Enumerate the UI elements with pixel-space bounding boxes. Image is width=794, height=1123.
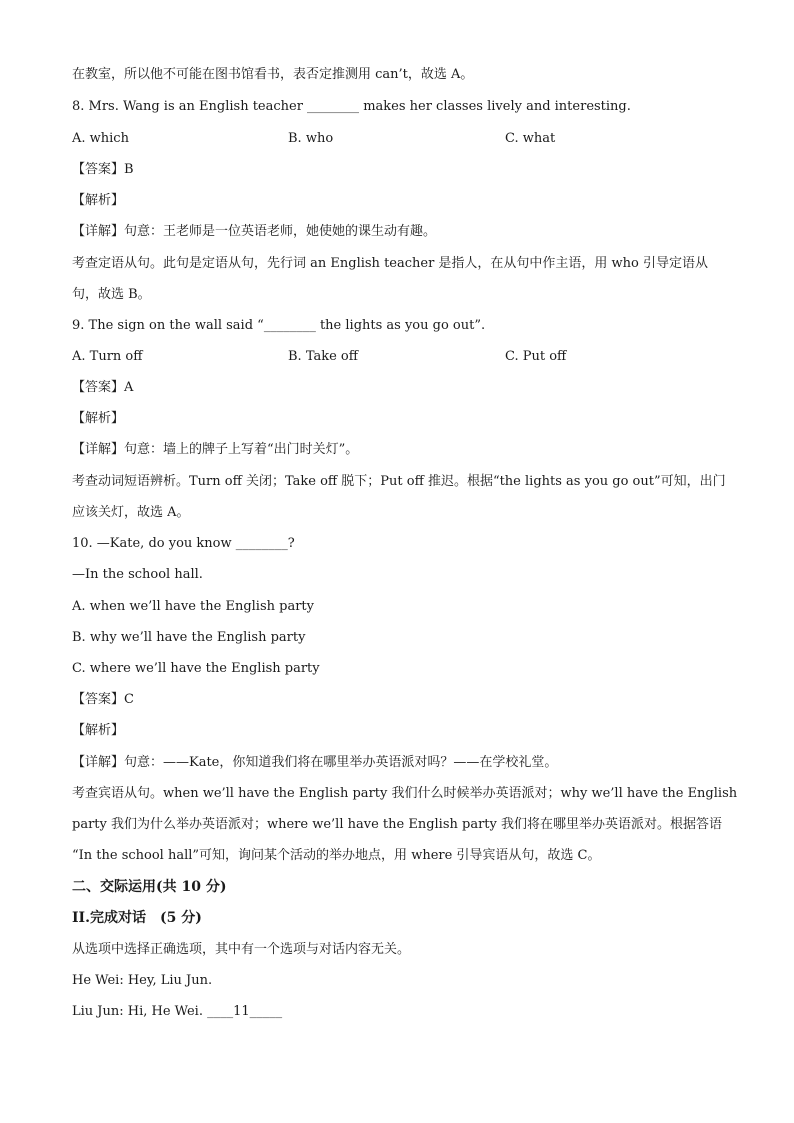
q9-option-c: C. Put off xyxy=(505,349,567,364)
section-2-heading: 二、交际运用(共 10 分) xyxy=(72,879,227,895)
q10-analysis-label: 【解析】 xyxy=(72,723,125,738)
q7-explanation-tail: 在教室，所以他不可能在图书馆看书，表否定推测用 can’t，故选 A。 xyxy=(72,67,474,82)
section-2-instruction: 从选项中选择正确选项，其中有一个选项与对话内容无关。 xyxy=(72,942,411,957)
q8-explanation-line-2: 句，故选 B。 xyxy=(72,287,151,302)
q9-option-a: A. Turn off xyxy=(72,349,143,364)
q10-answer: 【答案】C xyxy=(72,692,134,707)
q10-explanation-line-2: party 我们为什么举办英语派对；where we’ll have the English party 我们将在哪里举办英语派对。根据答语 xyxy=(72,817,723,832)
q10-detail: 【详解】句意：——Kate，你知道我们将在哪里举办英语派对吗？——在学校礼堂。 xyxy=(72,755,558,770)
q8-explanation-line-1: 考查定语从句。此句是定语从句，先行词 an English teacher 是指人，在从句中作主语，用 who 引导定语从 xyxy=(72,256,709,271)
q10-explanation-line-1: 考查宾语从句。when we’ll have the English party 我们什么时候举办英语派对；why we’ll have the English xyxy=(72,786,738,801)
q9-explanation-line-1: 考查动词短语辨析。Turn off 关闭；Take off 脱下；Put off 推迟。根据“the lights as you go out”可知，出门 xyxy=(72,474,726,489)
question-8: 8. Mrs. Wang is an English teacher ________ makes her classes lively and interesting. xyxy=(72,99,631,114)
q10-option-c: C. where we’ll have the English party xyxy=(72,661,320,676)
q8-option-b: B. who xyxy=(288,131,334,146)
q8-option-a: A. which xyxy=(72,131,129,146)
q8-answer: 【答案】B xyxy=(72,162,134,177)
q9-explanation-line-2: 应该关灯，故选 A。 xyxy=(72,505,190,520)
section-2-subheading: II.完成对话 (5 分) xyxy=(72,910,202,926)
q9-answer: 【答案】A xyxy=(72,380,134,395)
q10-reply: —In the school hall. xyxy=(72,567,203,582)
dialogue-line-2: Liu Jun: Hi, He Wei. ____11_____ xyxy=(72,1004,283,1019)
dialogue-line-1: He Wei: Hey, Liu Jun. xyxy=(72,973,213,988)
q9-detail: 【详解】句意：墙上的牌子上写着“出门时关灯”。 xyxy=(72,442,359,457)
question-9: 9. The sign on the wall said “________ the lights as you go out”. xyxy=(72,318,486,333)
q8-detail: 【详解】句意：王老师是一位英语老师，她使她的课生动有趣。 xyxy=(72,224,437,239)
q9-analysis-label: 【解析】 xyxy=(72,411,125,426)
q8-analysis-label: 【解析】 xyxy=(72,193,125,208)
q9-option-b: B. Take off xyxy=(288,349,358,364)
q10-explanation-line-3: “In the school hall”可知，询问某个活动的举办地点，用 where 引导宾语从句，故选 C。 xyxy=(72,848,601,863)
q10-option-b: B. why we’ll have the English party xyxy=(72,630,306,645)
question-10: 10. —Kate, do you know ________? xyxy=(72,536,295,551)
q10-option-a: A. when we’ll have the English party xyxy=(72,599,314,614)
q8-option-c: C. what xyxy=(505,131,556,146)
